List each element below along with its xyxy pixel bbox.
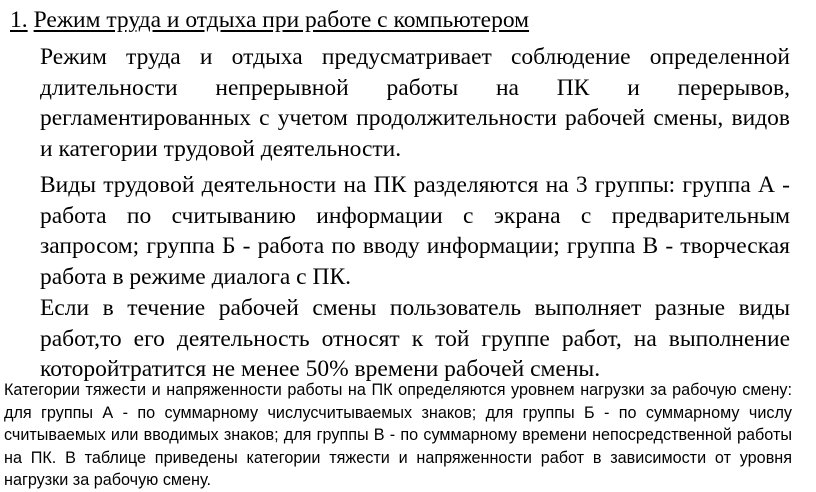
paragraph-work-rest-regime: Режим труда и отдыха предусматривает соблюдение определенной длительности непрерывной работы на ПК и перерывов, регламентированных с учетом продолжительности рабочей смены, видов и категории трудовой деятельности. — [40, 44, 790, 162]
paragraph-mixed-work: Если в течение рабочей смены пользователь выполняет разные виды работ,то его деятельность относят к той группе работ, на выполнение которойтратится не менее 50% времени рабочей смены. — [40, 295, 790, 382]
section-number: 1. — [10, 7, 28, 33]
paragraph-activity-groups: Виды трудовой деятельности на ПК разделяются на 3 группы: группа А - работа по считыванию информации с экрана с предварительным запросом; группа Б - работа по вводу информации; группа В - творческая работа в режиме диалога с ПК. — [40, 172, 790, 290]
section-title: Режим труда и отдыха при работе с компьютером — [33, 7, 530, 33]
paragraph-load-categories: Категории тяжести и напряженности работы на ПК определяются уровнем нагрузки за рабочую смену: для группы А - по суммарному числусчитываемых знаков; для группы Б - по суммарному числу считываемых или вводимых знаков; для группы В - по суммарному времени непосредственной работы на ПК. В таблице приведены категории тяжести и напряженности работ в зависимости от уровня нагрузки за рабочую смену. — [4, 381, 792, 489]
section-heading — [10, 6, 529, 34]
